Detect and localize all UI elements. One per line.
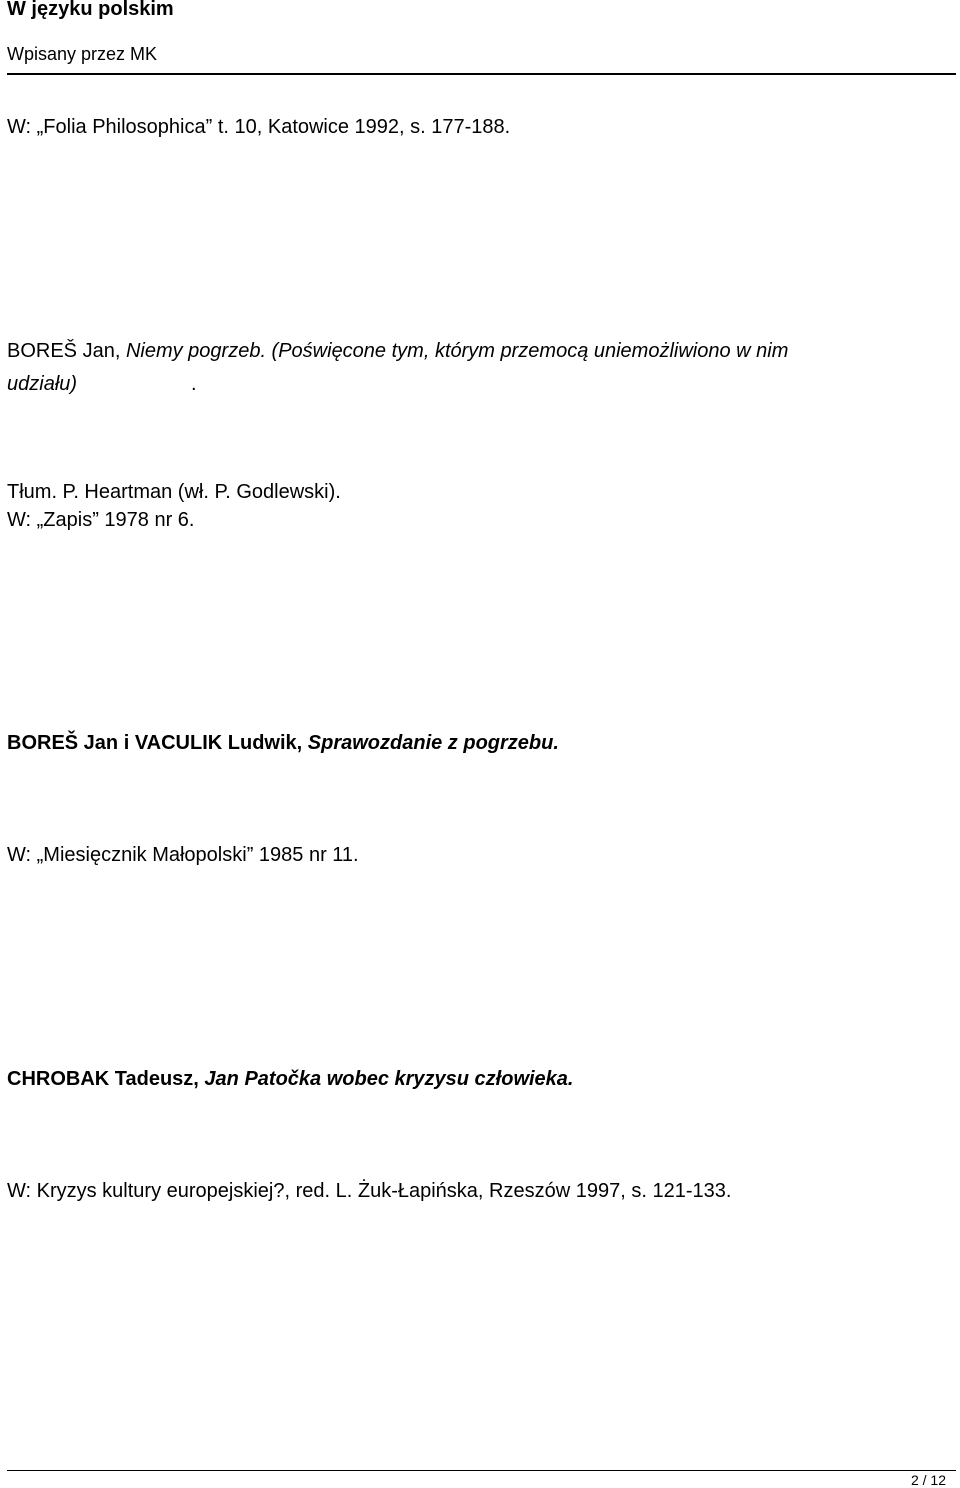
entry-heading (7, 730, 559, 756)
entry-title: Niemy pogrzeb. (Poświęcone tym, którym przemocą uniemożliwiono w nim (125, 340, 789, 362)
posted-by: Wpisany przez MK (7, 44, 158, 64)
entry-heading-cont (7, 371, 197, 397)
entry-author: CHROBAK Tadeusz, (7, 1068, 205, 1090)
entry-author: BOREŠ Jan i VACULIK Ludwik, (7, 732, 308, 754)
entry-title-cont: udziału) (7, 373, 78, 395)
entry-source-line: W: „Miesięcznik Małopolski” 1985 nr 11. (7, 844, 359, 866)
site-title: W języku polskim (7, 0, 174, 20)
entry-source-line: W: „Zapis” 1978 nr 6. (7, 509, 195, 531)
entry-heading (7, 338, 788, 364)
page-number: 2 / 12 (910, 1472, 946, 1488)
entry-source-line: W: „Folia Philosophica” t. 10, Katowice 1992, s. 177-188. (7, 116, 511, 138)
entry-title: Sprawozdanie z pogrzebu. (307, 732, 559, 754)
footer-divider (7, 1470, 956, 1471)
entry-author: BOREŠ Jan, (7, 340, 126, 362)
entry-heading (7, 1066, 573, 1092)
entry-translation: Tłum. P. Heartman (wł. P. Godlewski). (7, 481, 341, 503)
entry-title-end: . (191, 373, 197, 395)
entry-title: Jan Patočka wobec kryzysu człowieka. (204, 1068, 574, 1090)
header-divider (7, 73, 956, 75)
entry-source-line: W: Kryzys kultury europejskiej?, red. L. Żuk-Łapińska, Rzeszów 1997, s. 121-133. (7, 1180, 732, 1202)
